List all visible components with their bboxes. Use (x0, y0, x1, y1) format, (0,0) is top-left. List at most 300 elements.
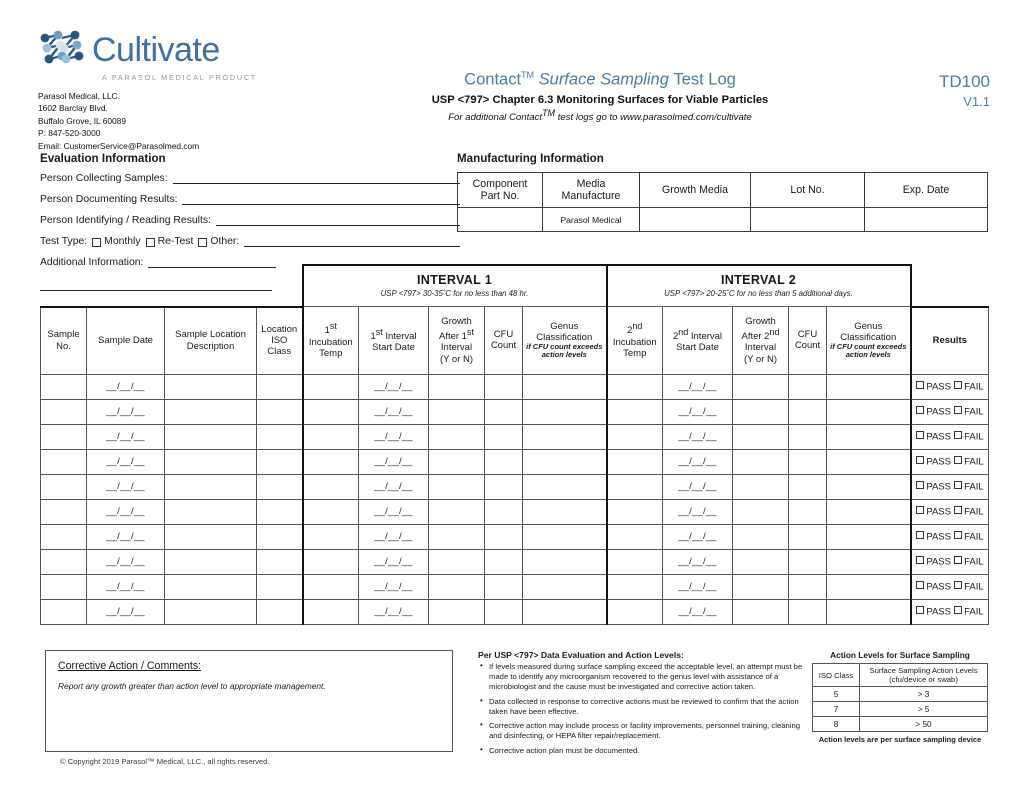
cell-growth-after-first-interval[interactable] (429, 599, 485, 624)
cell-second-genus-classification[interactable] (827, 374, 911, 399)
cell-sample-no[interactable] (41, 424, 87, 449)
cell-second-genus-classification[interactable] (827, 474, 911, 499)
cell-second-genus-classification[interactable] (827, 599, 911, 624)
checkbox-pass[interactable] (916, 481, 925, 490)
checkbox-fail[interactable] (954, 456, 963, 465)
cell-first-cfu-count[interactable] (485, 549, 523, 574)
cell-second-incubation-temp[interactable] (607, 474, 663, 499)
checkbox-fail[interactable] (954, 381, 963, 390)
cell-second-cfu-count[interactable] (789, 549, 827, 574)
corrective-action-body: Report any growth greater than action level to appropriate management. (58, 681, 326, 691)
cell-growth-after-first-interval[interactable] (429, 449, 485, 474)
cell-growth-after-first-interval[interactable] (429, 399, 485, 424)
cell-second-cfu-count[interactable] (789, 424, 827, 449)
interval-banner-row (41, 265, 989, 307)
cell-first-incubation-temp[interactable] (303, 499, 359, 524)
col-sample-no-line2: No. (56, 340, 71, 352)
sampling-log-table-wrapper (40, 264, 989, 625)
cell-first-incubation-temp[interactable] (303, 549, 359, 574)
company-name: Parasol Medical, LLC. (38, 91, 120, 101)
checkbox-pass[interactable] (916, 381, 925, 390)
col-sample-location-line2: Description (186, 340, 235, 352)
document-identifier (939, 72, 990, 109)
checkbox-pass[interactable] (916, 406, 925, 415)
title-test-log: Test Log (673, 70, 736, 89)
cell-first-interval-start-date[interactable]: __/__/__ (359, 399, 429, 424)
usp-note-item: • If levels measured during surface sampling exceed the acceptable level, an attempt must be made to identify any microorganism recovered to the genus level with assistance of a microbiologist and the cause must be investigated and corrective action taken. (478, 662, 808, 693)
cell-sample-location[interactable] (165, 449, 257, 474)
cell-growth-after-first-interval[interactable] (429, 574, 485, 599)
sampling-log-table (40, 264, 989, 625)
col-header-second-cfu-count (789, 307, 827, 375)
brand-wordmark: Cultivate (92, 31, 220, 69)
cell-second-cfu-count[interactable] (789, 449, 827, 474)
col-growth2-line3: Interval (744, 342, 777, 354)
checkbox-pass[interactable] (916, 531, 925, 540)
company-street: 1602 Barclay Blvd. (38, 103, 108, 114)
table-row (41, 399, 989, 424)
cell-sample-date[interactable]: __/__/__ (87, 524, 165, 549)
col-header-sample-date: Sample Date (87, 307, 165, 375)
cell-sample-date[interactable]: __/__/__ (87, 599, 165, 624)
cell-first-interval-start-date[interactable]: __/__/__ (359, 449, 429, 474)
cell-second-interval-start-date[interactable]: __/__/__ (663, 474, 733, 499)
cell-first-incubation-temp[interactable] (303, 474, 359, 499)
cell-first-genus-classification[interactable] (523, 374, 607, 399)
table-row (41, 599, 989, 624)
cell-first-incubation-temp[interactable] (303, 574, 359, 599)
label-person-documenting: Person Documenting Results: (40, 194, 178, 205)
cell-results[interactable] (911, 399, 989, 424)
cell-first-genus-classification[interactable] (523, 424, 607, 449)
col-incub1-line3: Temp (319, 347, 343, 359)
interval-1-banner (303, 265, 607, 307)
cell-second-interval-start-date[interactable]: __/__/__ (663, 499, 733, 524)
cell-second-interval-start-date[interactable]: __/__/__ (663, 524, 733, 549)
cell-second-incubation-temp[interactable] (607, 399, 663, 424)
checkbox-fail[interactable] (954, 406, 963, 415)
col-iso-line3: Class (267, 346, 292, 358)
col-start2-word: Interval (688, 331, 723, 343)
cell-results[interactable] (911, 424, 989, 449)
cell-growth-after-first-interval[interactable] (429, 474, 485, 499)
manufacturing-value-row (458, 208, 988, 232)
cell-first-interval-start-date[interactable]: __/__/__ (359, 549, 429, 574)
col-growth2-after: After 2 (741, 331, 770, 343)
cell-second-cfu-count[interactable] (789, 524, 827, 549)
cell-sample-no[interactable] (41, 574, 87, 599)
interval-1-title: INTERVAL 1 (416, 273, 493, 288)
brand-logo (38, 28, 298, 72)
input-test-type-other[interactable] (244, 235, 460, 247)
cell-second-incubation-temp[interactable] (607, 549, 663, 574)
cell-sample-date[interactable]: __/__/__ (87, 574, 165, 599)
mfg-value-component-part-no[interactable] (458, 208, 543, 232)
corrective-action-box[interactable] (45, 650, 453, 752)
checkbox-fail[interactable] (954, 556, 963, 565)
cell-second-genus-classification[interactable] (827, 424, 911, 449)
company-phone: P: 847-520-3000 (38, 128, 101, 139)
col-start1-num: 1 (370, 331, 376, 343)
document-title-block (320, 70, 880, 124)
cell-sample-date[interactable]: __/__/__ (87, 499, 165, 524)
company-email: Email: CustomerService@Parasolmed.com (38, 140, 200, 151)
label-other: Other: (210, 236, 240, 247)
cell-first-interval-start-date[interactable]: __/__/__ (359, 499, 429, 524)
cell-sample-location[interactable] (165, 549, 257, 574)
col-header-growth-after-first-interval (429, 307, 485, 375)
column-header-row (41, 307, 989, 375)
page-subtitle: USP <797> Chapter 6.3 Monitoring Surfaces for Viable Particles (431, 94, 769, 107)
interval-2-banner (607, 265, 911, 307)
label-pass: PASS (926, 431, 951, 443)
title-contact: Contact (464, 70, 522, 89)
col-growth2-line4: (Y or N) (743, 353, 778, 365)
col-genus2-line2: Classification (840, 331, 897, 343)
cell-growth-after-second-interval[interactable] (733, 449, 789, 474)
col-growth1-sup: st (466, 326, 474, 337)
cell-first-cfu-count[interactable] (485, 374, 523, 399)
cell-growth-after-first-interval[interactable] (429, 524, 485, 549)
col-start2-num: 2 (672, 331, 679, 343)
cell-sample-no[interactable] (41, 524, 87, 549)
cell-sample-location[interactable] (165, 399, 257, 424)
cell-first-cfu-count[interactable] (485, 424, 523, 449)
col-incub1-sup: st (329, 321, 337, 332)
cell-growth-after-second-interval[interactable] (733, 599, 789, 624)
cell-second-cfu-count[interactable] (789, 574, 827, 599)
cell-first-interval-start-date[interactable]: __/__/__ (359, 474, 429, 499)
col-incub2-line2: Incubation (612, 336, 657, 348)
cell-second-incubation-temp[interactable] (607, 424, 663, 449)
cell-first-incubation-temp[interactable] (303, 374, 359, 399)
col-growth2-line2 (733, 327, 788, 342)
col-sample-no-line1: Sample (47, 329, 80, 341)
cell-results[interactable] (911, 449, 989, 474)
cell-location-iso-class[interactable] (257, 549, 303, 574)
cell-first-genus-classification[interactable] (523, 499, 607, 524)
col-start2-line1 (663, 327, 732, 342)
cell-first-incubation-temp[interactable] (303, 449, 359, 474)
col-start1-word: Interval (382, 331, 417, 343)
checkbox-other[interactable] (198, 238, 207, 247)
label-fail: FAIL (964, 381, 984, 393)
cell-first-incubation-temp[interactable] (303, 424, 359, 449)
cell-first-genus-classification[interactable] (523, 574, 607, 599)
action-levels-value: > 3 (860, 687, 988, 702)
col-genus2-note1: if CFU count exceeds (830, 342, 907, 352)
cell-second-interval-start-date[interactable]: __/__/__ (663, 374, 733, 399)
cell-first-genus-classification[interactable] (523, 399, 607, 424)
mfg-value-lot-no[interactable] (751, 208, 865, 232)
cell-second-cfu-count[interactable] (789, 599, 827, 624)
col-header-first-cfu-count (485, 307, 523, 375)
label-pass: PASS (926, 531, 951, 543)
cell-second-interval-start-date[interactable]: __/__/__ (663, 599, 733, 624)
title-tm-mark: TM (521, 70, 535, 80)
checkbox-pass[interactable] (916, 431, 925, 440)
label-pass: PASS (926, 481, 951, 493)
label-fail: FAIL (964, 606, 984, 618)
table-row (41, 449, 989, 474)
cell-second-incubation-temp[interactable] (607, 599, 663, 624)
cell-growth-after-second-interval[interactable] (733, 424, 789, 449)
label-fail: FAIL (964, 581, 984, 593)
cell-results[interactable] (911, 374, 989, 399)
cell-second-incubation-temp[interactable] (607, 449, 663, 474)
action-levels-iso: 7 (813, 702, 860, 717)
cell-first-incubation-temp[interactable] (303, 599, 359, 624)
manufacturing-section-title: Manufacturing Information (457, 152, 604, 165)
field-person-identifying (40, 214, 460, 226)
action-levels-title: Action Levels for Surface Sampling (830, 650, 970, 660)
action-levels-header-levels (860, 664, 988, 687)
col-header-location-iso-class (257, 307, 303, 375)
interval-banner-spacer-right (911, 265, 989, 307)
action-levels-table (812, 663, 988, 732)
cell-first-interval-start-date[interactable]: __/__/__ (359, 374, 429, 399)
cell-first-cfu-count[interactable] (485, 574, 523, 599)
cell-first-cfu-count[interactable] (485, 599, 523, 624)
mfg-value-exp-date[interactable] (865, 208, 988, 232)
cell-first-genus-classification[interactable] (523, 449, 607, 474)
cell-first-interval-start-date[interactable]: __/__/__ (359, 574, 429, 599)
cell-results[interactable] (911, 599, 989, 624)
usp-notes-list (478, 662, 808, 756)
cell-location-iso-class[interactable] (257, 399, 303, 424)
cell-growth-after-second-interval[interactable] (733, 399, 789, 424)
mfg-value-growth-media[interactable] (640, 208, 751, 232)
cell-location-iso-class[interactable] (257, 424, 303, 449)
cell-second-genus-classification[interactable] (827, 524, 911, 549)
cell-second-cfu-count[interactable] (789, 499, 827, 524)
brand-tagline: A PARASOL MEDICAL PRODUCT (102, 73, 257, 82)
cell-second-interval-start-date[interactable]: __/__/__ (663, 549, 733, 574)
cell-first-interval-start-date[interactable]: __/__/__ (359, 599, 429, 624)
usp-note-item: • Corrective action may include process or facility improvements, personnel training, cleaning and disinfecting, or HEPA filter repair/replacement. (478, 721, 808, 741)
checkbox-fail[interactable] (954, 531, 963, 540)
cell-sample-date[interactable]: __/__/__ (87, 449, 165, 474)
action-levels-footnote: Action levels are per surface sampling device (818, 735, 982, 745)
cell-first-genus-classification[interactable] (523, 474, 607, 499)
cell-growth-after-second-interval[interactable] (733, 499, 789, 524)
cell-sample-date[interactable]: __/__/__ (87, 399, 165, 424)
cell-sample-no[interactable] (41, 374, 87, 399)
cell-growth-after-first-interval[interactable] (429, 374, 485, 399)
cell-location-iso-class[interactable] (257, 524, 303, 549)
col-cfu2-line1: CFU (797, 329, 818, 341)
col-header-growth-after-second-interval (733, 307, 789, 375)
col-incub1-line2: Incubation (308, 336, 353, 348)
field-person-collecting (40, 172, 460, 184)
cell-second-incubation-temp[interactable] (607, 499, 663, 524)
cell-sample-no[interactable] (41, 474, 87, 499)
label-fail: FAIL (964, 431, 984, 443)
cell-results[interactable] (911, 524, 989, 549)
cell-results[interactable] (911, 574, 989, 599)
cultivate-logo-icon (38, 28, 86, 72)
cell-second-interval-start-date[interactable]: __/__/__ (663, 449, 733, 474)
cell-sample-date[interactable]: __/__/__ (87, 424, 165, 449)
action-levels-row (813, 702, 988, 717)
cell-results[interactable] (911, 474, 989, 499)
checkbox-pass[interactable] (916, 506, 925, 515)
label-fail: FAIL (964, 531, 984, 543)
company-header (38, 28, 298, 152)
cell-first-interval-start-date[interactable]: __/__/__ (359, 524, 429, 549)
cell-location-iso-class[interactable] (257, 599, 303, 624)
col-growth1-line3: Interval (440, 342, 473, 354)
col-header-sample-location (165, 307, 257, 375)
company-city: Buffalo Grove, IL 60089 (38, 115, 126, 126)
cell-sample-location[interactable] (165, 499, 257, 524)
cell-growth-after-first-interval[interactable] (429, 549, 485, 574)
cell-growth-after-second-interval[interactable] (733, 549, 789, 574)
cell-results[interactable] (911, 549, 989, 574)
action-levels-value: > 5 (860, 702, 988, 717)
col-growth2-sup: nd (769, 326, 780, 337)
cell-second-interval-start-date[interactable]: __/__/__ (663, 424, 733, 449)
cell-first-cfu-count[interactable] (485, 524, 523, 549)
cell-second-incubation-temp[interactable] (607, 574, 663, 599)
input-person-identifying[interactable] (216, 214, 460, 226)
cell-sample-location[interactable] (165, 474, 257, 499)
cell-sample-location[interactable] (165, 424, 257, 449)
cell-first-incubation-temp[interactable] (303, 524, 359, 549)
label-retest: Re-Test (157, 236, 194, 247)
checkbox-pass[interactable] (916, 456, 925, 465)
col-header-second-interval-start-date (663, 307, 733, 375)
cell-sample-no[interactable] (41, 399, 87, 424)
col-growth2-line1: Growth (745, 315, 776, 327)
col-incub2-sup: nd (632, 321, 643, 332)
action-levels-header-line2: (cfu/device or swab) (889, 675, 958, 685)
label-person-collecting: Person Collecting Samples: (40, 173, 168, 184)
checkbox-fail[interactable] (954, 506, 963, 515)
cell-location-iso-class[interactable] (257, 499, 303, 524)
cell-second-genus-classification[interactable] (827, 499, 911, 524)
cell-growth-after-second-interval[interactable] (733, 524, 789, 549)
input-person-documenting[interactable] (182, 193, 460, 205)
cell-first-genus-classification[interactable] (523, 549, 607, 574)
cell-location-iso-class[interactable] (257, 374, 303, 399)
cell-second-cfu-count[interactable] (789, 399, 827, 424)
checkbox-fail[interactable] (954, 581, 963, 590)
interval-2-title: INTERVAL 2 (720, 273, 797, 288)
col-cfu1-line2: Count (490, 340, 517, 352)
cell-growth-after-second-interval[interactable] (733, 374, 789, 399)
col-header-second-incubation-temp (607, 307, 663, 375)
col-header-first-incubation-temp (303, 307, 359, 375)
cell-growth-after-second-interval[interactable] (733, 474, 789, 499)
checkbox-fail[interactable] (954, 481, 963, 490)
checkbox-retest[interactable] (146, 238, 155, 247)
cell-first-cfu-count[interactable] (485, 399, 523, 424)
table-row (41, 424, 989, 449)
cell-sample-date[interactable]: __/__/__ (87, 549, 165, 574)
cell-first-cfu-count[interactable] (485, 449, 523, 474)
label-pass: PASS (926, 456, 951, 468)
input-person-collecting[interactable] (173, 172, 460, 184)
col-genus1-note1: if CFU count exceeds (526, 342, 603, 352)
cell-sample-location[interactable] (165, 574, 257, 599)
mfg-header-growth-media: Growth Media (640, 173, 751, 208)
cell-growth-after-second-interval[interactable] (733, 574, 789, 599)
cell-results[interactable] (911, 499, 989, 524)
cell-second-interval-start-date[interactable]: __/__/__ (663, 399, 733, 424)
cell-sample-no[interactable] (41, 449, 87, 474)
checkbox-monthly[interactable] (92, 238, 101, 247)
cell-second-incubation-temp[interactable] (607, 524, 663, 549)
mfg-header-media-line2: Manufacture (561, 190, 621, 202)
checkbox-pass[interactable] (916, 606, 925, 615)
cell-second-genus-classification[interactable] (827, 399, 911, 424)
cell-first-genus-classification[interactable] (523, 599, 607, 624)
cell-first-cfu-count[interactable] (485, 499, 523, 524)
cell-sample-location[interactable] (165, 524, 257, 549)
mfg-header-lot-no: Lot No. (751, 173, 865, 208)
checkbox-fail[interactable] (954, 431, 963, 440)
checkbox-fail[interactable] (954, 606, 963, 615)
cell-first-genus-classification[interactable] (523, 524, 607, 549)
table-row (41, 474, 989, 499)
evaluation-section-title: Evaluation Information (40, 152, 166, 165)
cell-second-incubation-temp[interactable] (607, 374, 663, 399)
cell-sample-no[interactable] (41, 549, 87, 574)
page-title (320, 70, 880, 89)
table-row (41, 524, 989, 549)
cell-sample-date[interactable]: __/__/__ (87, 474, 165, 499)
note-part1: For additional Contact (448, 112, 543, 124)
checkbox-pass[interactable] (916, 556, 925, 565)
col-growth1-after: After 1 (438, 331, 467, 343)
label-pass: PASS (926, 581, 951, 593)
title-surface-sampling: Surface Sampling (534, 70, 674, 89)
action-levels-header-line1: Surface Sampling Action Levels (869, 666, 978, 675)
cell-location-iso-class[interactable] (257, 474, 303, 499)
cell-sample-no[interactable] (41, 599, 87, 624)
mfg-header-component-part-no (458, 173, 543, 208)
cell-sample-no[interactable] (41, 499, 87, 524)
cell-growth-after-first-interval[interactable] (429, 499, 485, 524)
table-row (41, 374, 989, 399)
cell-sample-location[interactable] (165, 599, 257, 624)
interval-1-note: USP <797> 30-35˚C for no less than 48 hr. (380, 289, 529, 299)
cell-location-iso-class[interactable] (257, 449, 303, 474)
cell-second-genus-classification[interactable] (827, 549, 911, 574)
copyright-text: © Copyright 2019 Parasol™ Medical, LLC., all rights reserved. (60, 757, 270, 766)
cell-growth-after-first-interval[interactable] (429, 424, 485, 449)
manufacturing-header-row (458, 173, 988, 208)
cell-first-cfu-count[interactable] (485, 474, 523, 499)
col-iso-line2: ISO (271, 334, 288, 346)
checkbox-pass[interactable] (916, 581, 925, 590)
cell-second-genus-classification[interactable] (827, 574, 911, 599)
usp-note-item: • Data collected in response to corrective actions must be reviewed to confirm that the action taken have been effective. (478, 697, 808, 717)
cell-first-interval-start-date[interactable]: __/__/__ (359, 424, 429, 449)
cell-second-genus-classification[interactable] (827, 449, 911, 474)
cell-sample-date[interactable]: __/__/__ (87, 374, 165, 399)
cell-second-cfu-count[interactable] (789, 374, 827, 399)
cell-first-incubation-temp[interactable] (303, 399, 359, 424)
action-levels-rows (813, 687, 988, 732)
manufacturing-table (457, 172, 988, 232)
cell-second-interval-start-date[interactable]: __/__/__ (663, 574, 733, 599)
cell-location-iso-class[interactable] (257, 574, 303, 599)
cell-second-cfu-count[interactable] (789, 474, 827, 499)
cell-sample-location[interactable] (165, 374, 257, 399)
col-growth1-line2 (429, 327, 484, 342)
